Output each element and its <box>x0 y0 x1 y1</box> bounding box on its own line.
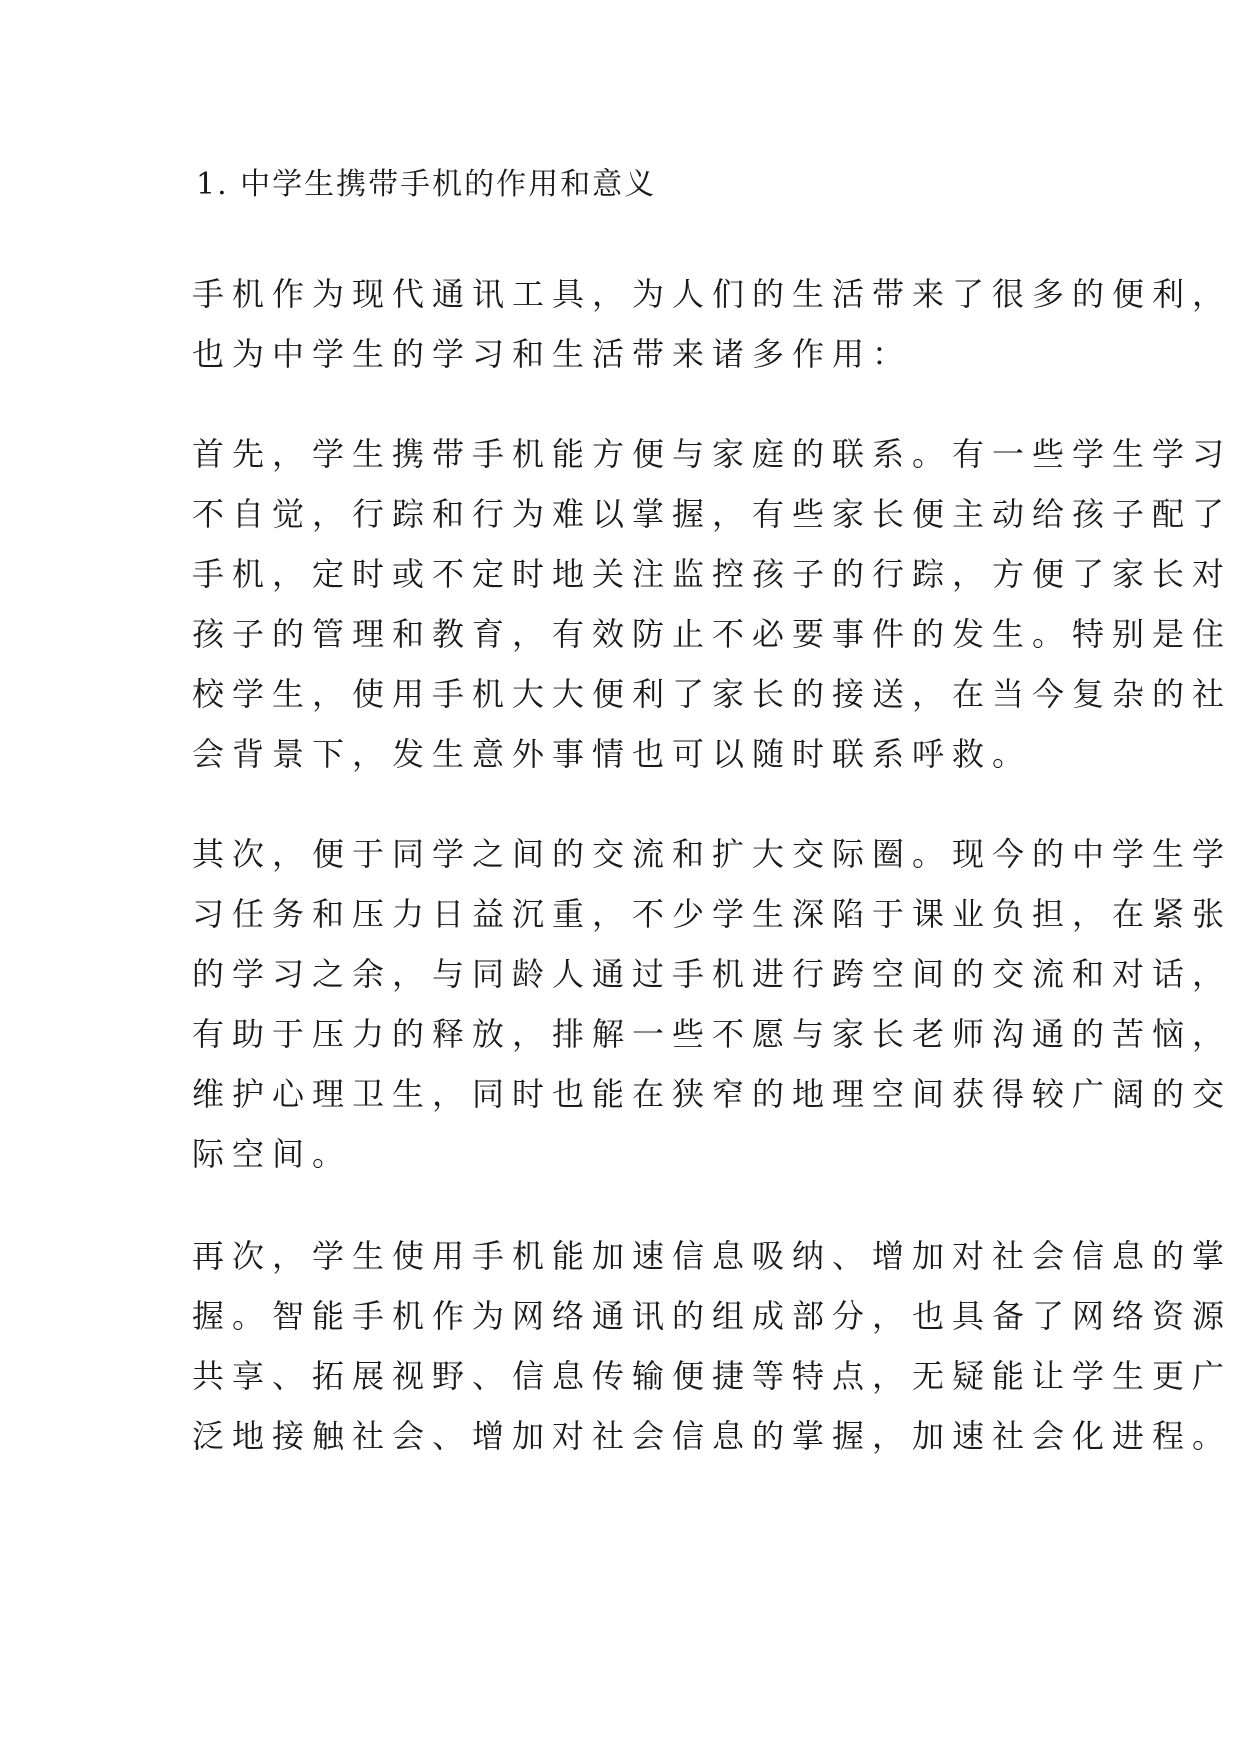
paragraph-line: 手机，定时或不定时地关注监控孩子的行踪，方便了家长对 <box>192 555 1233 593</box>
paragraph-first <box>192 424 1233 784</box>
paragraph-line: 手机作为现代通讯工具，为人们的生活带来了很多的便利， <box>192 275 1233 313</box>
paragraph-line: 再次，学生使用手机能加速信息吸纳、增加对社会信息的掌 <box>192 1237 1233 1275</box>
paragraph-line: 的学习之余，与同龄人通过手机进行跨空间的交流和对话， <box>192 955 1233 993</box>
paragraph-third <box>192 1226 1233 1466</box>
paragraph-line: 首先，学生携带手机能方便与家庭的联系。有一些学生学习 <box>192 435 1233 473</box>
paragraph-line: 其次，便于同学之间的交流和扩大交际圈。现今的中学生学 <box>192 835 1233 873</box>
paragraph-second <box>192 824 1233 1184</box>
paragraph-line: 不自觉，行踪和行为难以掌握，有些家长便主动给孩子配了 <box>192 495 1233 533</box>
section-heading: 1. 中学生携带手机的作用和意义 <box>196 167 657 202</box>
paragraph-intro <box>192 264 1233 384</box>
paragraph-line: 也为中学生的学习和生活带来诸多作用： <box>192 335 913 373</box>
paragraph-line: 孩子的管理和教育，有效防止不必要事件的发生。特别是住 <box>192 615 1233 653</box>
paragraph-line: 校学生，使用手机大大便利了家长的接送，在当今复杂的社 <box>192 675 1233 713</box>
paragraph-line: 维护心理卫生，同时也能在狭窄的地理空间获得较广阔的交 <box>192 1075 1233 1113</box>
paragraph-line: 会背景下，发生意外事情也可以随时联系呼救。 <box>192 735 1033 773</box>
paragraph-line: 有助于压力的释放，排解一些不愿与家长老师沟通的苦恼， <box>192 1015 1233 1053</box>
paragraph-line: 习任务和压力日益沉重，不少学生深陷于课业负担，在紧张 <box>192 895 1233 933</box>
paragraph-line: 握。智能手机作为网络通讯的组成部分，也具备了网络资源 <box>192 1297 1233 1335</box>
paragraph-line: 际空间。 <box>192 1135 353 1173</box>
paragraph-line: 共享、拓展视野、信息传输便捷等特点，无疑能让学生更广 <box>192 1357 1233 1395</box>
paragraph-line: 泛地接触社会、增加对社会信息的掌握，加速社会化进程。 <box>192 1417 1233 1455</box>
